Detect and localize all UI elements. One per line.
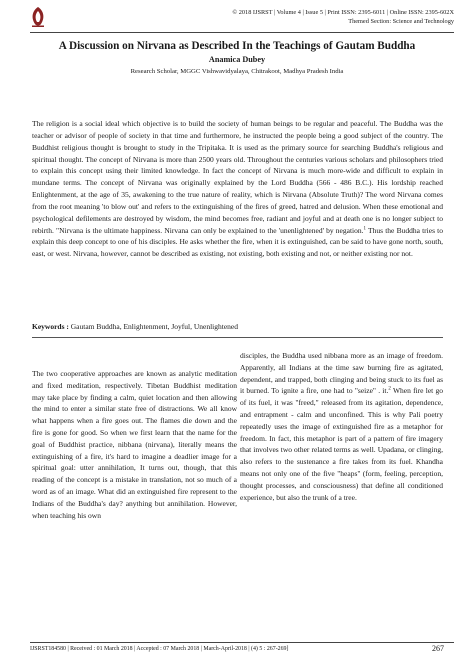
- body-paragraph: The two cooperative approaches are known as analytic meditation and fixed meditation, respectively. Tibetan Buddhist meditation may take place by finding a calm, quiet location and then allowing the mind to enter a similar state free of distractions. We all know what happens when a fire goes out. The flames die down and the fire is gone for good. So when we first learn that the name for the goal of Buddhist practice, nibbana (nirvana), literally means the extinguishing of a fire, it's hard to imagine a deadlier image for a spiritual goal: utter annihilation, It turns out, though, that this reading of the concept is a mistake in translation, not so much of a word as of an image. What did an extinguished fire represent to the Indians of the Buddha's day? anything but annihilation. However, when teaching his own: [32, 369, 237, 520]
- footer-citation: IJSRST184580 | Received : 01 March 2018 | Accepted : 07 March 2018 | March-April-2018 | (4) 5 : 267-269]: [30, 646, 289, 652]
- body-column-right: [240, 350, 443, 503]
- paper-title: A Discussion on Nirvana as Described In the Teachings of Gautam Buddha: [58, 40, 416, 52]
- footnote-ref[interactable]: 1: [363, 226, 366, 232]
- body-text: disciples, the Buddha used nibbana more as an image of freedom. Apparently, all Indians at the time saw burning fire as agitated, dependent, and trapped, both clinging and being stuck to its fuel as it burned. To ignite a fire, one had to "seize" . it.: [240, 351, 443, 396]
- header-divider: [30, 32, 454, 33]
- body-column-left: [32, 350, 237, 521]
- page-number: 267: [432, 644, 444, 653]
- body-text-cont: When fire let go of its fuel, it was "freed," released from its agitation, dependence, and entrapment - calm and unconfined. This is why Pali poetry repeatedly uses the image of extinguished fire as a metaphor for freedom. In fact, this metaphor is part of a pattern of fire imagery that involves two other related terms as well. Upadana, or clinging, also refers to the sustenance a fire takes from its fuel. Khandha means not only one of the five "heaps" (form, feeling, perception, thought processes, and consciousness) that define all conditioned experience, but also the trunk of a tree.: [240, 386, 443, 502]
- abstract-text-cont: Thus the Buddha tries to explain this deep concept to one of his disciples. He asks whether the fire, when it is extinguished, can be said to have gone north, south, east, or west. Nirvana, however, cannot be described as existing, not existing, both existing and not, or neither existing nor not.: [32, 225, 444, 259]
- keywords-divider: [32, 337, 443, 338]
- keywords-label: Keywords :: [32, 322, 69, 331]
- journal-logo-icon: [28, 6, 48, 28]
- footer-divider: [30, 642, 454, 643]
- journal-header: [154, 9, 454, 26]
- keywords: [32, 322, 443, 332]
- body-paragraph-cont: [240, 350, 443, 503]
- author-name: Anamica Dubey: [208, 55, 266, 64]
- keywords-list: Gautam Buddha, Enlightenment, Joyful, Unenlightened: [68, 322, 239, 331]
- author-affiliation: Research Scholar, MGGC Vishwavidyalaya, Chitrakoot, Madhya Pradesh India: [130, 68, 344, 75]
- footnote-ref[interactable]: 2: [388, 386, 391, 392]
- header-issue-line: © 2018 IJSRST | Volume 4 | Issue 5 | Print ISSN: 2395-6011 | Online ISSN: 2395-602X: [232, 9, 454, 16]
- header-section-line: Themed Section: Science and Technology: [348, 17, 454, 25]
- abstract: [32, 118, 443, 260]
- abstract-text: The religion is a social ideal which objective is to build the society of human beings to be regular and peaceful. The Buddha was the teacher or advisor of people of society in that time and furthermore, he instructed the people being a good subject of the country. The Buddhist religious thought is brought to study in the Tripitaka. It is used as the primary source for searching Buddha's religious and spiritual thought. The concept of Nirvana is more than 2500 years old. Throughout the centuries various scholars and philosophers tried to explain this concept using their limited knowledge. In fact the concept of Nirvana is much more-wide and difficult to explain in mundane terms. The concept of Nirvana was originally explained by the Lord Buddha (566 - 486 B.C.). His lordship reached Enlightenment, at the age of 35, awakening to the true nature of reality, which is Nirvana (Absolute Truth)? The word Nirvana comes from the root meaning 'to blow out' and refers to the extinguishing of the fires of greed, hatred and delusion. When these emotional and psychological defilements are destroyed by wisdom, the mind becomes free, radiant and joyful and at death one is no longer subject to rebirth. "Nirvana is the ultimate happiness. Nirvana can only be explained to the 'unenlightened' by negation.: [32, 119, 443, 235]
